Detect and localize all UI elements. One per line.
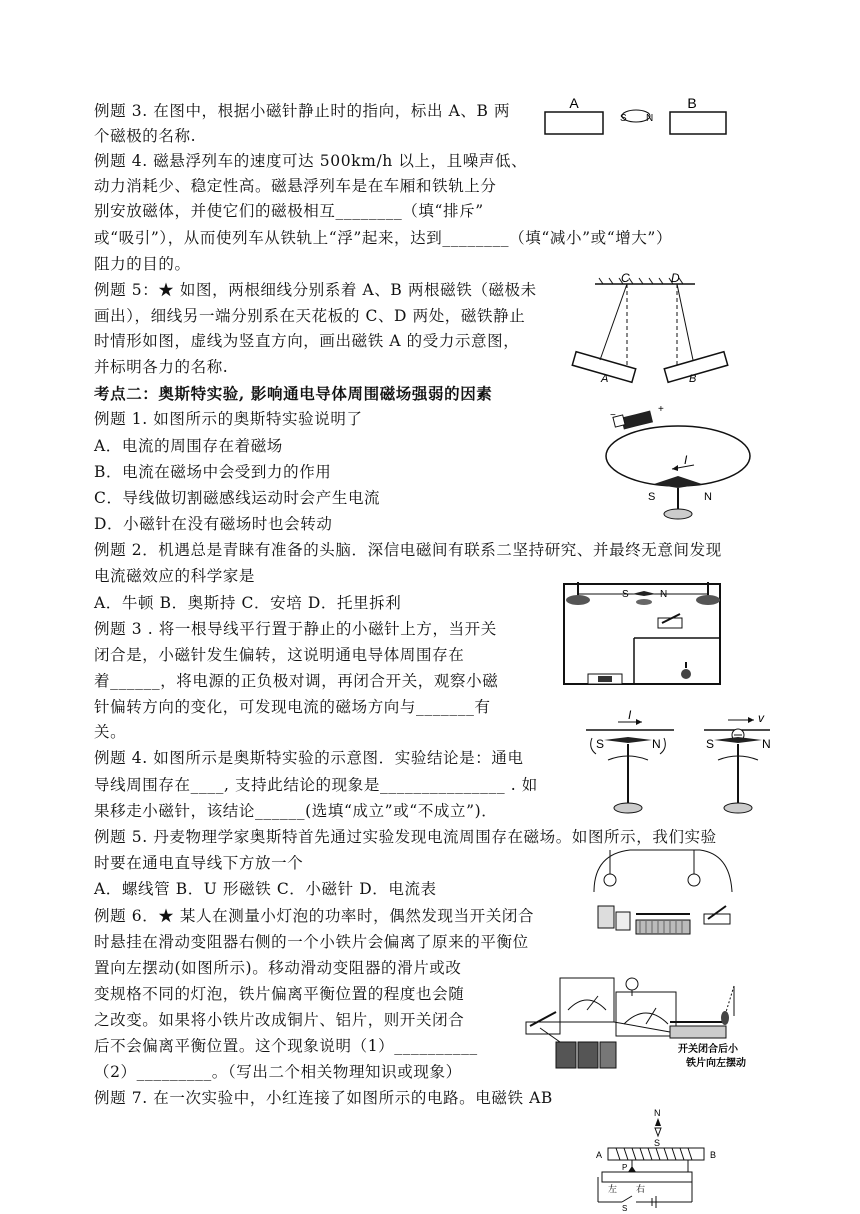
text-line: 例题 6．★ 某人在测量小灯泡的功率时，偶然发现当开关闭合	[94, 907, 535, 925]
svg-text:+: +	[658, 404, 664, 415]
svg-text:右: 右	[636, 1184, 646, 1194]
svg-text:−: −	[610, 410, 616, 421]
svg-text:N: N	[654, 1108, 661, 1118]
svg-text:N: N	[704, 491, 712, 503]
svg-text:N: N	[762, 737, 771, 751]
svg-text:B: B	[689, 373, 697, 385]
svg-text:D: D	[671, 272, 680, 285]
text-line: 变规格不同的灯泡，铁片偏离平衡位置的程度也会随	[94, 985, 465, 1003]
svg-text:S: S	[648, 491, 656, 503]
text-line: 画出），细线另一端分别系在天花板的 C、D 两处，磁铁静止	[94, 307, 526, 325]
svg-text:铁片向左摆动: 铁片向左摆动	[686, 1058, 746, 1069]
text-line: A．螺线管 B．U 形磁铁 C．小磁针 D．电流表	[94, 880, 437, 898]
svg-text:B: B	[687, 95, 697, 111]
text-line: （2）_________。（写出二个相关物理知识或现象）	[94, 1063, 462, 1081]
text-line: 阻力的目的。	[94, 255, 191, 273]
svg-text:S: S	[654, 1138, 661, 1148]
text-line: A．电流的周围存在着磁场	[94, 437, 283, 455]
text-line: 着______，将电源的正负极对调，再闭合开关，观察小磁	[94, 672, 499, 690]
text-line: 后不会偏离平衡位置。这个现象说明（1）__________	[94, 1037, 478, 1055]
svg-text:开关闭合后小: 开关闭合后小	[678, 1044, 738, 1055]
svg-text:S: S	[596, 737, 605, 751]
section-heading: 考点二：奥斯特实验, 影响通电导体周围磁场强弱的因素	[94, 384, 493, 403]
text-line: 个磁极的名称.	[94, 127, 197, 145]
text-line: D．小磁针在没有磁场时也会转动	[94, 515, 333, 533]
text-line: 动力消耗少、稳定性高。磁悬浮列车是在车厢和铁轨上分	[94, 177, 497, 195]
svg-text:A: A	[569, 95, 579, 111]
text-line: 或“吸引”），从而使列车从铁轨上“浮”起来，达到________（填“减小”或“增大”）	[94, 229, 673, 247]
text-line: 例题 4. 磁悬浮列车的速度可达 500km/h 以上，且噪声低、	[94, 152, 528, 170]
svg-text:左: 左	[608, 1184, 618, 1194]
text-line: 并标明各力的名称.	[94, 358, 229, 376]
svg-text:P: P	[622, 1163, 628, 1172]
text-line: 电流磁效应的科学家是	[94, 567, 256, 585]
svg-text:A: A	[601, 373, 609, 385]
text-line: 例题 5. 丹麦物理学家奥斯特首先通过实验发现电流周围存在磁场。如图所示，我们实验	[94, 828, 717, 846]
iron-piece-figure	[520, 966, 780, 1074]
text-line: 时要在通电直导线下方放一个	[94, 854, 304, 872]
svg-text:N: N	[646, 113, 654, 124]
svg-text:N: N	[660, 589, 668, 600]
text-line: 针偏转方向的变化，可发现电流的磁场方向与_______有	[94, 698, 491, 716]
text-line: 闭合是，小磁针发生偏转，这说明通电导体周围存在	[94, 646, 465, 664]
svg-text:N: N	[652, 737, 661, 751]
svg-text:S: S	[622, 1204, 628, 1212]
text-line: 导线周围存在____, 支持此结论的现象是_______________ . 如	[94, 776, 538, 794]
text-line: 例题 3. 在图中，根据小磁针静止时的指向，标出 A、B 两	[94, 102, 511, 120]
oersted-experiment-figure	[598, 404, 760, 526]
svg-text:I: I	[628, 708, 632, 722]
svg-text:B: B	[710, 1150, 717, 1160]
text-line: 置向左摆动(如图所示)。移动滑动变阻器的滑片或改	[94, 959, 462, 977]
svg-text:A: A	[596, 1150, 603, 1160]
text-line: 关。	[94, 723, 127, 741]
text-line: 别安放磁体，并使它们的磁极相互________（填“排斥”	[94, 202, 484, 220]
text-line: 时情形如图，虚线为竖直方向，画出磁铁 A 的受力示意图，	[94, 332, 520, 350]
electromagnet-figure	[592, 1106, 736, 1212]
svg-text:S: S	[706, 737, 715, 751]
svg-text:S: S	[622, 589, 629, 600]
text-line: A．牛顿 B．奥斯持 C．安培 D．托里拆利	[94, 594, 402, 612]
deflection-figure	[578, 708, 778, 820]
text-line: 例题 3 . 将一根导线平行置于静止的小磁针上方，当开关	[94, 620, 497, 638]
magnet-ab-figure	[540, 92, 730, 144]
text-line: 例题 7. 在一次实验中，小红连接了如图所示的电路。电磁铁 AB	[94, 1089, 553, 1107]
wire-compass-figure	[590, 844, 738, 948]
text-line: 例题 5：★ 如图，两根细线分别系着 A、B 两根磁铁（磁极未	[94, 281, 537, 299]
text-line: C．导线做切割磁感线运动时会产生电流	[94, 489, 381, 507]
svg-text:C: C	[621, 272, 630, 285]
text-line: 例题 2．机遇总是青睐有准备的头脑．深信电磁间有联系二坚持研究、并最终无意间发现	[94, 541, 722, 559]
text-line: 时悬挂在滑动变阻器右侧的一个小铁片会偏离了原来的平衡位	[94, 933, 529, 951]
svg-text:S: S	[620, 113, 627, 124]
text-line: 例题 4. 如图所示是奥斯特实验的示意图．实验结论是：通电	[94, 749, 524, 767]
text-line: 之改变。如果将小铁片改成铜片、铝片，则开关闭合	[94, 1011, 465, 1029]
text-line: B．电流在磁场中会受到力的作用	[94, 463, 332, 481]
hanging-magnets-figure	[565, 272, 735, 390]
svg-text:v: v	[758, 711, 764, 725]
circuit-board-figure	[558, 578, 728, 694]
text-line: 果移走小磁针，该结论______(选填“成立”或“不成立”)．	[94, 802, 498, 820]
svg-text:I: I	[684, 453, 688, 467]
text-line: 例题 1. 如图所示的奥斯特实验说明了	[94, 410, 363, 428]
